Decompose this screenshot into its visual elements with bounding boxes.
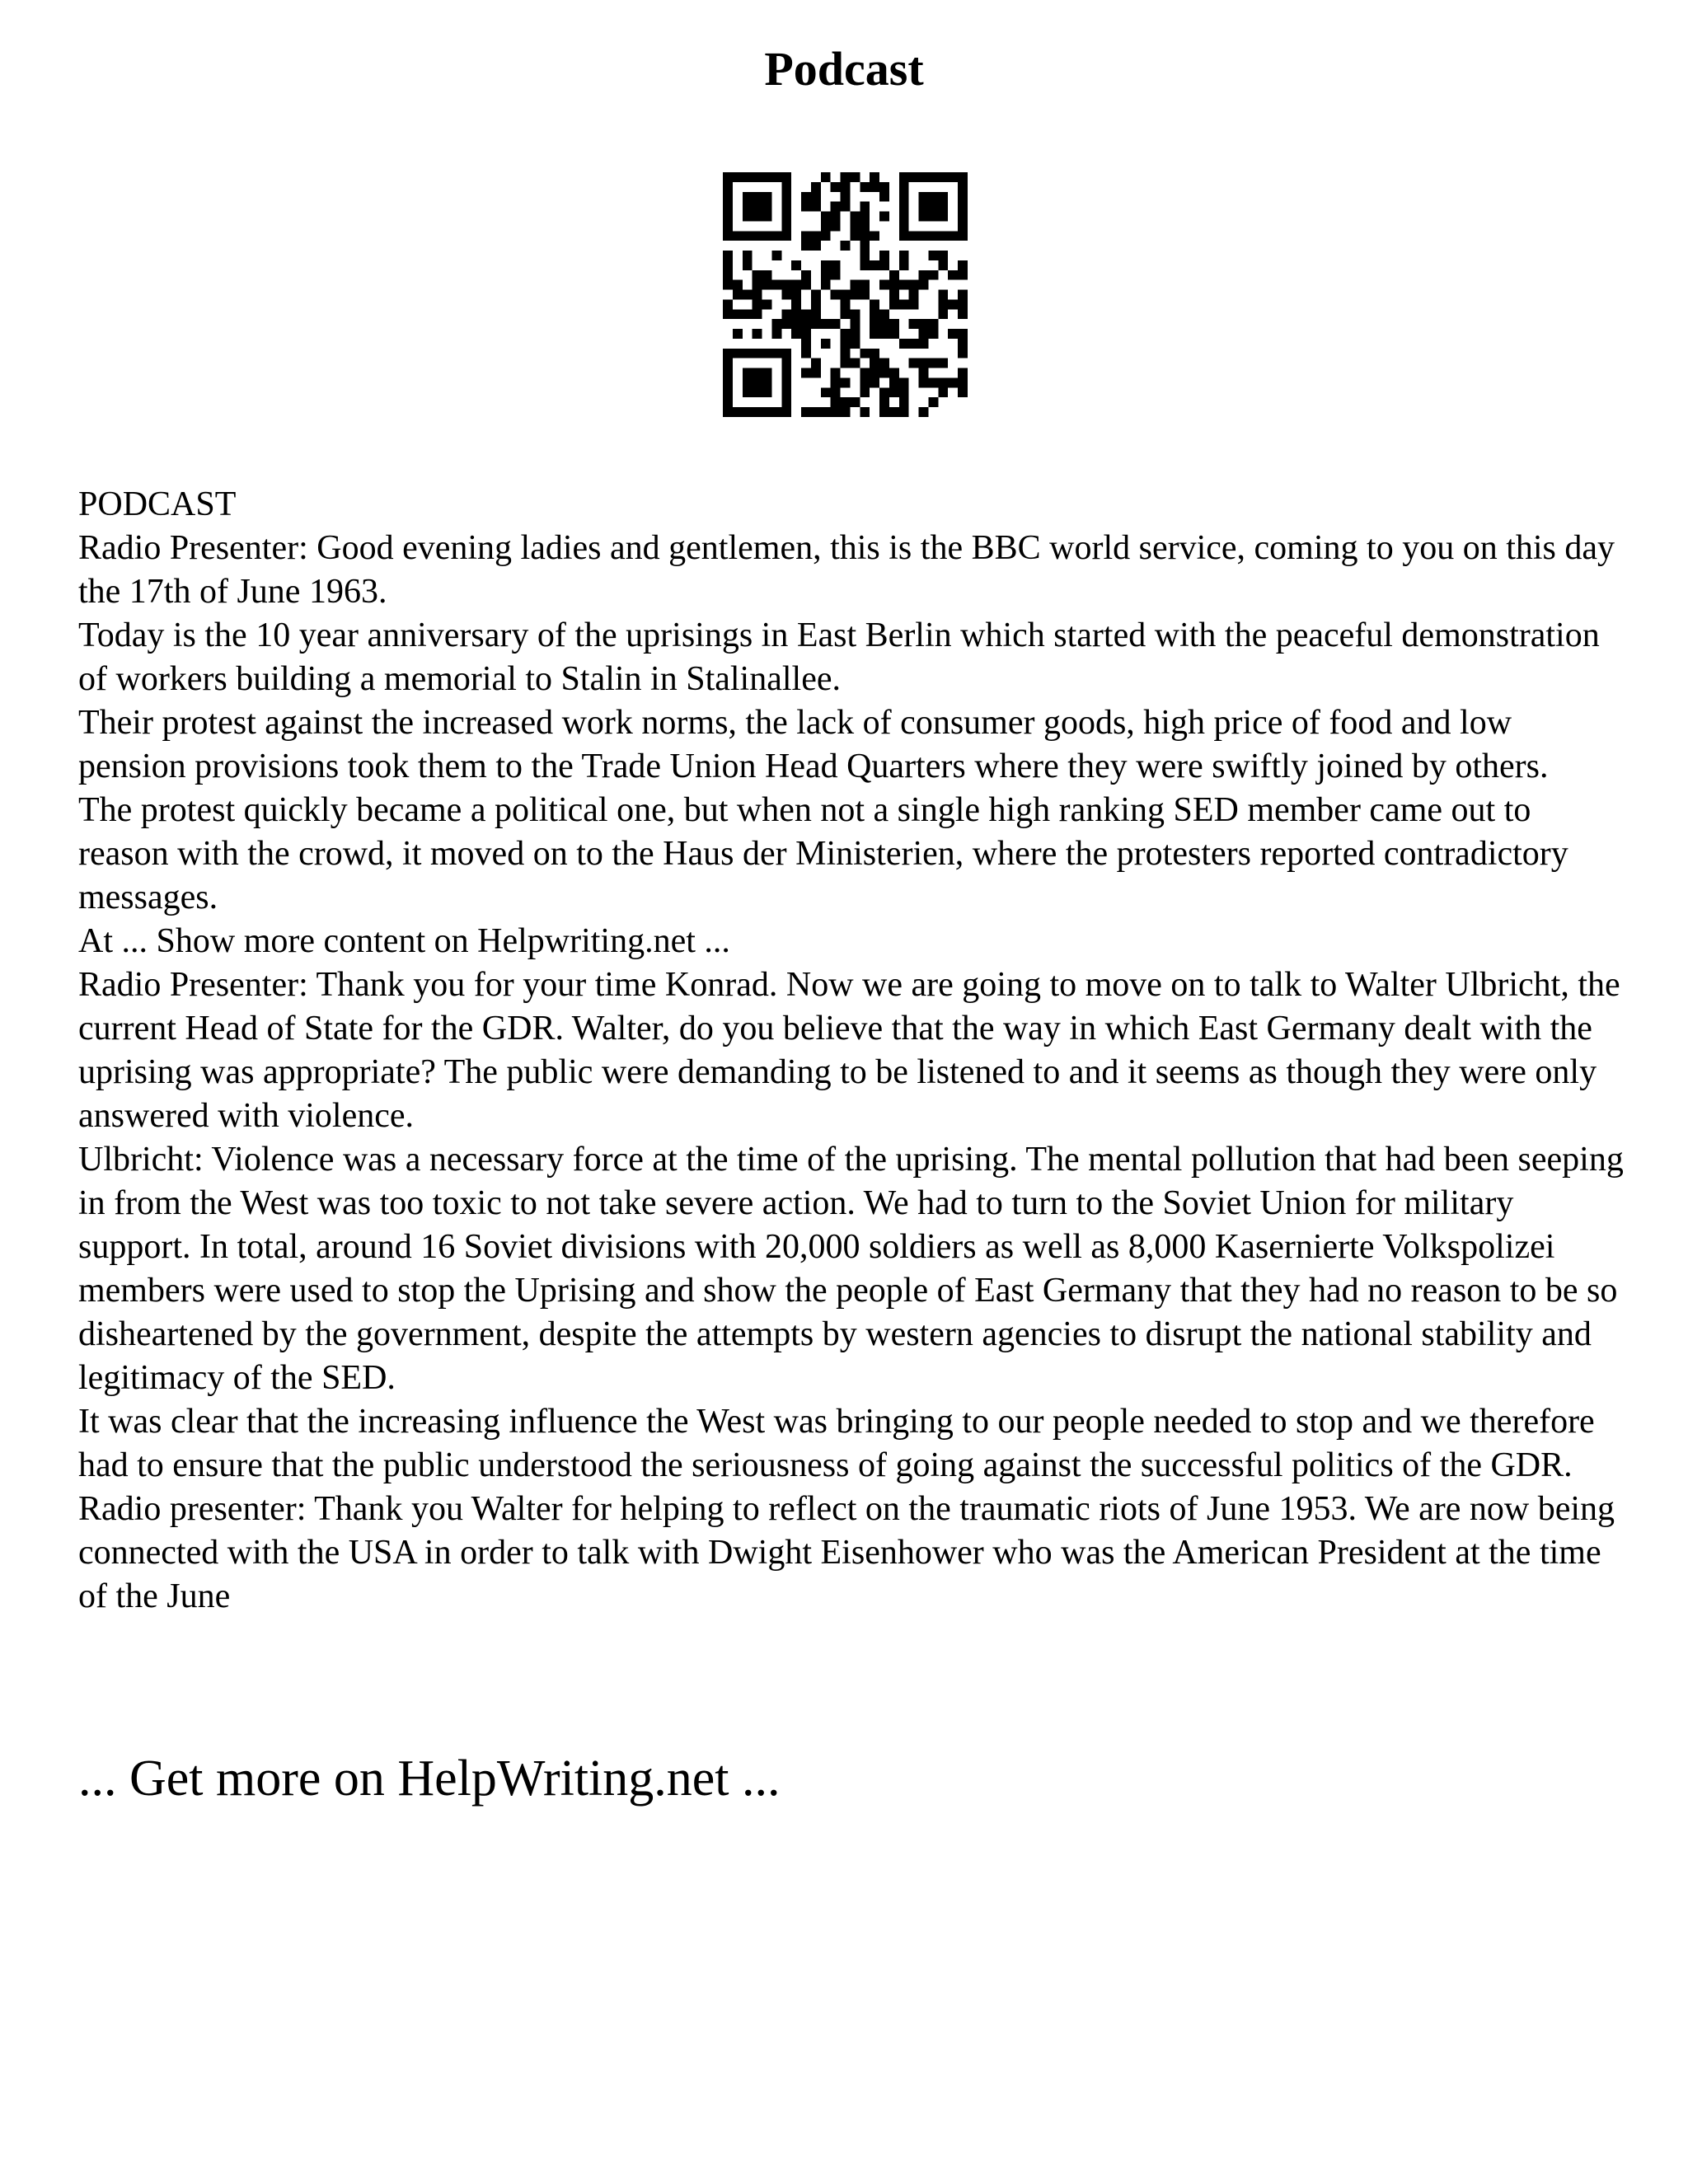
paragraph: The protest quickly became a political one, but when not a single high ranking SED member came out to reason with the crowd, it moved on to the Haus der Ministerien, where the protesters reported contradictory messages. (78, 791, 1568, 916)
paragraph: Radio presenter: Thank you Walter for helping to reflect on the traumatic riots of June 1953. We are now being connected with the USA in order to talk with Dwight Eisenhower who was the American President at the time of the June (78, 1490, 1615, 1615)
paragraph: It was clear that the increasing influence the West was bringing to our people needed to stop and we therefore had to ensure that the public understood the seriousness of going against the successful politics of the GDR. (78, 1403, 1595, 1484)
paragraph: Ulbricht: Violence was a necessary force at the time of the uprising. The mental pollution that had been seeping in from the West was too toxic to not take severe action. We had to turn to the Soviet Union for military support. In total, around 16 Soviet divisions with 20,000 soldiers as well as 8,000 Kasernierte Volkspolizei members were used to stop the Uprising and show the people of East Germany that they had no reason to be so disheartened by the government, despite the attempts by western agencies to disrupt the national stability and legitimacy of the SED. (78, 1141, 1624, 1397)
qr-code-icon[interactable] (723, 172, 968, 417)
paragraph: Radio Presenter: Thank you for your time Konrad. Now we are going to move on to talk to Walter Ulbricht, the current Head of State for the GDR. Walter, do you believe that the way in which East Germany dealt with the uprising was appropriate? The public were demanding to be listened to and it seems as though they were only answered with violence. (78, 966, 1620, 1135)
qr-code-graphic (723, 172, 968, 417)
show-more-link[interactable]: At ... Show more content on Helpwriting.net ... (78, 922, 730, 960)
article-body (78, 483, 1628, 1619)
page-title: Podcast (764, 42, 924, 96)
paragraph: Radio Presenter: Good evening ladies and gentlemen, this is the BBC world service, coming to you on this day the 17th of June 1963. (78, 529, 1615, 611)
get-more-link[interactable]: ... Get more on HelpWriting.net ... (78, 1750, 781, 1807)
paragraph: Today is the 10 year anniversary of the uprisings in East Berlin which started with the peaceful demonstration of workers building a memorial to Stalin in Stalinallee. (78, 616, 1600, 698)
paragraph: Their protest against the increased work norms, the lack of consumer goods, high price of food and low pension provisions took them to the Trade Union Head Quarters where they were swiftly joined by others. (78, 704, 1549, 785)
paragraph-heading: PODCAST (78, 485, 237, 523)
